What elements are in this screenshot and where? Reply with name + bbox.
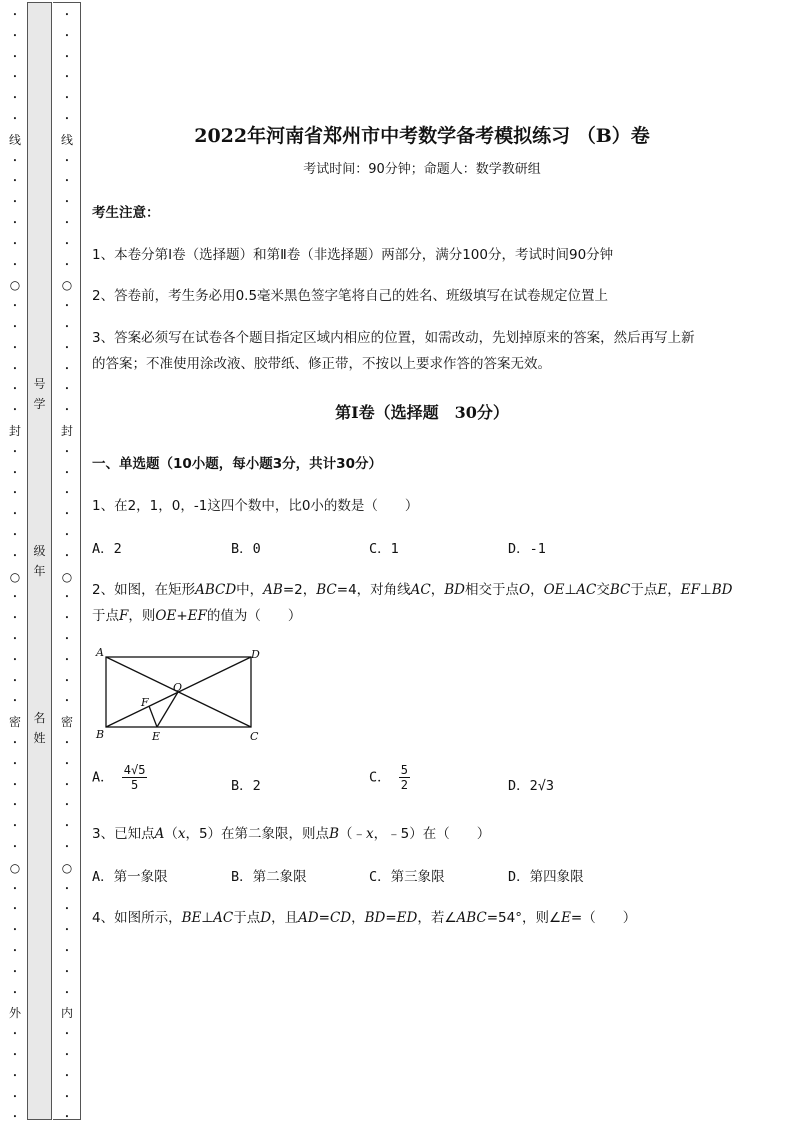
seal-dot: • (64, 781, 70, 789)
label-b: B (96, 728, 105, 741)
seal-dot: • (12, 219, 18, 227)
seal-dot: • (64, 219, 70, 227)
seal-dot: • (12, 115, 18, 123)
notice-item-2: 2、答卷前，考生务必用0.5毫米黑色签字笔将自己的姓名、班级填写在试卷规定位置上 (92, 288, 609, 304)
seal-dot: • (64, 510, 70, 518)
seal-dot: • (64, 32, 70, 40)
seal-dot: • (64, 302, 70, 310)
seal-dot: • (12, 843, 18, 851)
seal-dot: • (64, 739, 70, 747)
seal-dot: • (64, 677, 70, 685)
seal-dot: • (64, 760, 70, 768)
label-a: A (96, 646, 104, 659)
seal-dot: • (64, 614, 70, 622)
seal-dot: • (64, 448, 70, 456)
question-2-stem: 2、如图，在矩形ABCD中，AB=2，BC=4，对角线AC，BD相交于点O，OE⊥AC交BC于点E，EF⊥BD (92, 582, 733, 598)
seal-dot: • (12, 760, 18, 768)
seal-dot: • (12, 94, 18, 102)
q2-option-b[interactable]: B．2 (231, 778, 261, 794)
seal-dot: • (12, 11, 18, 19)
seal-dot: • (64, 94, 70, 102)
seal-dot: • (64, 656, 70, 664)
q2-option-a[interactable]: A． $\frac{4√5}{5}$ (92, 763, 146, 792)
seal-dot: • (12, 593, 18, 601)
seal-dot: • (12, 531, 18, 539)
label-d: D (251, 648, 260, 661)
circle-marker: ○ (61, 570, 73, 584)
seal-dot: • (64, 1072, 70, 1080)
seal-dot: • (64, 240, 70, 248)
circle-marker: ○ (9, 570, 21, 584)
circle-marker: ○ (9, 278, 21, 292)
seal-dot: • (12, 1072, 18, 1080)
seal-dot: • (12, 32, 18, 40)
seal-dot: • (12, 385, 18, 393)
seal-dot: • (64, 469, 70, 477)
circle-marker: ○ (9, 861, 21, 875)
outer-seal-label: 封 (8, 424, 21, 438)
seal-dot: • (64, 157, 70, 165)
seal-dot: • (64, 53, 70, 61)
circle-marker: ○ (61, 861, 73, 875)
inner-seal-label: 内 (60, 1006, 73, 1020)
seal-dot: • (12, 697, 18, 705)
exam-subtitle: 考试时间：90分钟；命题人：数学教研组 (303, 162, 541, 177)
seal-dot: • (64, 968, 70, 976)
q1-option-b[interactable]: B．0 (231, 541, 261, 557)
outer-seal-label: 线 (8, 133, 21, 147)
notice-item-3-cont: 的答案；不准使用涂改液、胶带纸、修正带，不按以上要求作答的答案无效。 (92, 356, 551, 372)
outer-seal-column (6, 0, 24, 1123)
seal-dot: • (12, 489, 18, 497)
question-1-stem: 1、在2，1，0，-1这四个数中，比0小的数是（ ） (92, 498, 419, 514)
seal-dot: • (64, 1113, 70, 1121)
seal-dot: • (64, 344, 70, 352)
circle-marker: ○ (61, 278, 73, 292)
seal-dot: • (64, 531, 70, 539)
question-4-stem: 4、如图所示，BE⊥AC于点D，且AD=CD，BD=ED，若∠ABC=54°，则∠E=（ ） (92, 910, 637, 926)
seal-dot: • (64, 198, 70, 206)
seal-dot: • (12, 989, 18, 997)
label-e: E (152, 730, 161, 743)
seal-dot: • (64, 697, 70, 705)
seal-dot: • (12, 885, 18, 893)
seal-dot: • (12, 1051, 18, 1059)
q3-option-b[interactable]: B．第二象限 (231, 869, 307, 885)
seal-dot: • (12, 781, 18, 789)
seal-dot: • (12, 1113, 18, 1121)
seal-dot: • (12, 905, 18, 913)
inner-seal-column (58, 0, 76, 1123)
seal-dot: • (64, 73, 70, 81)
notice-item-3: 3、答案必须写在试卷各个题目指定区域内相应的位置，如需改动，先划掉原来的答案，然后再写上新 (92, 330, 695, 346)
question-2-stem-cont: 于点F，则OE+EF的值为（ ） (92, 608, 302, 624)
seal-dot: • (12, 801, 18, 809)
q1-option-d[interactable]: D．-1 (508, 541, 546, 557)
seal-dot: • (12, 739, 18, 747)
seal-dot: • (12, 822, 18, 830)
seal-dot: • (64, 323, 70, 331)
seal-dot: • (64, 1093, 70, 1101)
seal-dot: • (64, 885, 70, 893)
seal-dot: • (12, 968, 18, 976)
q2-option-c[interactable]: C． $\frac{5}{2}$ (369, 763, 409, 792)
seal-dot: • (12, 365, 18, 373)
seal-dot: • (12, 323, 18, 331)
seal-dot: • (64, 635, 70, 643)
page-title: 2022年河南省郑州市中考数学备考模拟练习 （B）卷 (194, 125, 650, 147)
seal-dot: • (64, 905, 70, 913)
section-title: 第Ⅰ卷（选择题 30分） (335, 403, 509, 422)
seal-dot: • (64, 406, 70, 414)
seal-dot: • (64, 365, 70, 373)
q3-option-c[interactable]: C．第三象限 (369, 869, 445, 885)
seal-dot: • (12, 677, 18, 685)
seal-dot: • (12, 302, 18, 310)
q2-option-d[interactable]: D．2√3 (508, 778, 555, 794)
seal-dot: • (12, 510, 18, 518)
seal-dot: • (64, 11, 70, 19)
seal-dot: • (12, 1030, 18, 1038)
seal-dot: • (64, 261, 70, 269)
q3-option-d[interactable]: D．第四象限 (508, 869, 584, 885)
seal-dot: • (12, 240, 18, 248)
inner-seal-label: 线 (60, 133, 73, 147)
seal-dot: • (64, 385, 70, 393)
label-o: O (173, 681, 183, 694)
q1-option-c[interactable]: C．1 (369, 541, 399, 557)
label-c: C (250, 730, 259, 743)
seal-dot: • (64, 177, 70, 185)
q3-option-a[interactable]: A．第一象限 (92, 869, 168, 885)
q1-option-a[interactable]: A．2 (92, 541, 122, 557)
seal-dot: • (12, 177, 18, 185)
part-heading: 一、单选题（10小题，每小题3分，共计30分） (92, 456, 382, 472)
seal-dot: • (64, 989, 70, 997)
field-label-name: 名 姓 (33, 711, 46, 745)
seal-dot: • (64, 1030, 70, 1038)
seal-dot: • (12, 635, 18, 643)
field-label-grade: 级 年 (33, 544, 46, 578)
seal-dot: • (12, 448, 18, 456)
rectangle-diagram (92, 640, 272, 750)
inner-seal-label: 密 (60, 715, 73, 729)
seal-dot: • (64, 593, 70, 601)
outer-seal-label: 密 (8, 715, 21, 729)
seal-dot: • (12, 926, 18, 934)
seal-dot: • (64, 489, 70, 497)
seal-dot: • (12, 406, 18, 414)
seal-dot: • (64, 822, 70, 830)
seal-dot: • (12, 614, 18, 622)
seal-dot: • (64, 801, 70, 809)
seal-dot: • (64, 115, 70, 123)
question-3-stem: 3、已知点A（x，5）在第二象限，则点B（﹣x，﹣5）在（ ） (92, 826, 491, 842)
seal-dot: • (64, 926, 70, 934)
seal-dot: • (12, 656, 18, 664)
seal-dot: • (12, 198, 18, 206)
field-label-number: 号 学 (33, 377, 46, 411)
seal-dot: • (12, 73, 18, 81)
seal-dot: • (12, 552, 18, 560)
notice-item-1: 1、本卷分第Ⅰ卷（选择题）和第Ⅱ卷（非选择题）两部分，满分100分，考试时间90分钟 (92, 247, 614, 263)
seal-dot: • (64, 552, 70, 560)
notice-heading: 考生注意： (92, 205, 160, 221)
label-f: F (141, 696, 149, 709)
inner-seal-label: 封 (60, 424, 73, 438)
seal-dot: • (12, 469, 18, 477)
seal-dot: • (12, 157, 18, 165)
seal-dot: • (12, 344, 18, 352)
seal-dot: • (12, 261, 18, 269)
seal-dot: • (12, 1093, 18, 1101)
seal-dot: • (64, 843, 70, 851)
outer-seal-label: 外 (8, 1006, 21, 1020)
seal-dot: • (12, 947, 18, 955)
seal-dot: • (12, 53, 18, 61)
seal-dot: • (64, 1051, 70, 1059)
seal-dot: • (64, 947, 70, 955)
